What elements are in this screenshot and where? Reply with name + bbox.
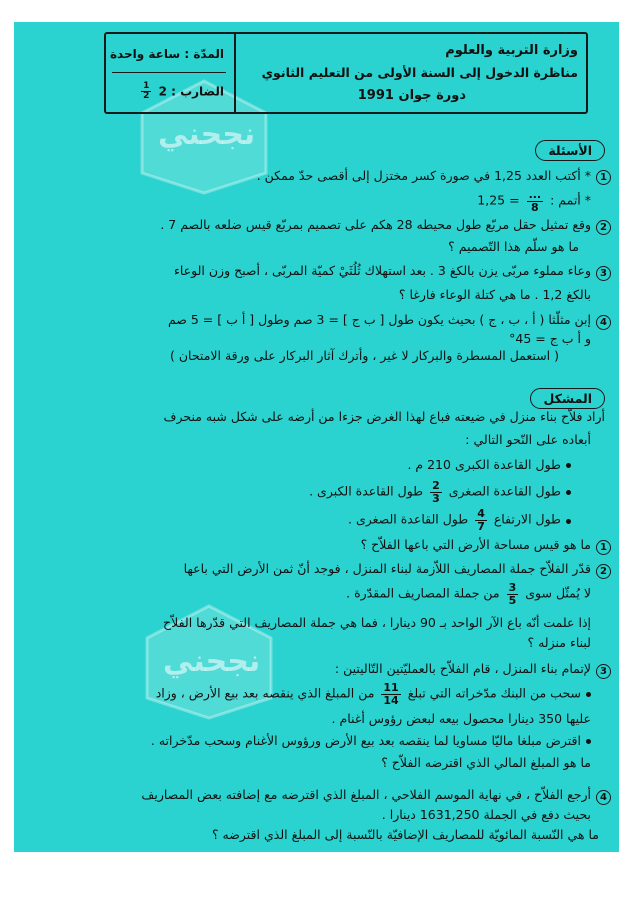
q2-line2: ما هو سلّم هذا التّصميم ؟ [448,239,579,254]
dim3-pre: طول الارتفاع [493,511,561,527]
p1-number: 1 [596,540,611,555]
watermark-text-top: نجحني [158,117,256,152]
p3-line5: ما هو المبلغ المالي الذي اقترضه الفلاّح ؟ [381,755,591,770]
coef-frac-num: 1 [143,81,150,91]
q1-number: 1 [596,170,611,185]
p1-text: ما هو قيس مساحة الأرض التي باعها الفلاّح ؟ [360,537,591,552]
dim2-post: طول القاعدة الكبرى . [309,483,424,499]
problem-intro1: أراد فلاّح بناء منزل في ضيعته فباع لهذا الغرض جزءا من أرضه على شكل شبه منحرف [163,409,605,424]
coefficient-label [138,82,224,102]
q4-line1: إبن مثلّثا ( أ ، ب ، ج ) بحيث يكون طول [ ب ج ] = 3 صم وطول [ أ ب ] = 5 صم [167,312,591,327]
p3-line2 [156,682,581,706]
p3-line2-post: من المبلغ الذي ينقصه بعد بيع الأرض ، وزاد [155,685,375,701]
dim3-fraction [475,508,487,532]
q1-frac-den: 8 [531,200,539,214]
q3-line1: وعاء مملوء مربّى يزن بالكغ 3 . بعد استهلاك ثُلُثَيْ كميّة المربّى ، أصبح وزن الوعاء [174,263,591,278]
problem-intro2: أبعاده على النّحو التالي : [465,432,591,447]
q4-number: 4 [596,315,611,330]
exam-sheet [14,22,619,852]
duration-label: المدّة : ساعة واحدة [109,47,224,61]
q1-line2 [477,189,591,213]
ministry-name: وزارة التربية والعلوم [445,43,578,58]
p3-line3: عليها 350 دينارا محصول بيعه لبعض رؤوس أغنام . [331,711,591,726]
p2-line1: قدّر الفلاّح جملة المصاريف اللاّزمة لبناء المنزل ، فوجد أنّ ثمن الأرض التي باعها [183,561,591,576]
p4-line1: أرجع الفلاّح ، في نهاية الموسم الفلاحي ، المبلغ الذي اقترضه مع إضافته بعض المصاريف [141,787,591,802]
q2-number: 2 [596,220,611,235]
dim2-den: 3 [432,491,440,505]
p2-line2 [346,582,591,606]
dim1-bullet [566,463,571,468]
exam-header [104,32,588,114]
problem-title: المشكل [530,388,605,409]
dim2-fraction [430,480,442,504]
contest-name: مناظرة الدخول إلى السنة الأولى من التعليم الثانوي [261,65,578,80]
q1-frac-num: ... [528,188,542,201]
coef-frac-den: 2 [143,91,150,102]
q3-number: 3 [596,266,611,281]
watermark-text-bottom: نجحني [163,644,261,679]
p3-bullet2 [586,739,591,744]
p4-line2: بحيث دفع في الجملة 1631,250 دينارا . [381,807,591,822]
coefficient-fraction [141,82,151,102]
p3-bullet1 [586,692,591,697]
p3-num: 11 [383,681,399,694]
p3-line2-pre: سحب من البنك مدّخراته التي تبلغ [407,685,581,701]
p2-line2-pre: لا يُمثّل سوى [525,585,591,601]
p3-line4: اقترض مبلغا ماليّا مساويا لما ينقصه بعد بيع الأرض ورؤوس الأغنام وسحب مدّخراته . [150,733,581,748]
dim3-den: 7 [477,519,485,533]
dim2-bullet [566,490,571,495]
q1-line2-eq: = 1,25 [477,192,520,208]
p2-line4: لبناء منزله ؟ [527,635,591,650]
dim3-bullet [566,519,571,524]
p2-number: 2 [596,564,611,579]
q4-line3: ( استعمل المسطرة والبركار لا غير ، وأترك آثار البركار على ورقة الامتحان ) [170,348,559,363]
questions-title: الأسئلة [535,140,605,161]
p3-number: 3 [596,664,611,679]
q1-line1: * أكتب العدد 1,25 في صورة كسر مختزل إلى أقصى حدّ ممكن . [256,168,591,183]
coefficient-text: الضارب : 2 [158,84,224,99]
q1-line2-prefix: * أتمم : [550,192,591,208]
dim2-num: 2 [432,479,440,492]
dim3-num: 4 [477,507,485,520]
dim3-post: طول القاعدة الصغرى . [348,511,469,527]
p2-line3: إذا علمت أنّه باع الآر الواحد بـ 90 دينارا ، فما هي جملة المصاريف التي قدّرها الفلاّح [163,615,591,630]
p3-den: 14 [383,693,399,707]
p2-num: 3 [508,581,517,594]
p4-line3: ما هي النّسبة المائويّة للمصاريف الإضافيّة بالنّسبة إلى المبلغ الذي اقترضه ؟ [211,827,599,842]
p2-line2-post: من جملة المصاريف المقدّرة . [346,585,500,601]
dim2 [309,480,561,504]
p2-fraction [507,582,519,606]
dim3 [348,508,561,532]
q2-line1: وقع تمثيل حقل مربّع طول محيطه 28 هكم على تصميم بمربّع قيس ضلعه بالصم 7 . [160,217,591,232]
p2-den: 5 [508,593,517,607]
p3-fraction [381,682,400,706]
q4-line2: و أ ب ج = 45° [509,331,591,346]
header-divider [234,34,236,112]
session-name: دورة جوان 1991 [357,88,466,103]
dim1: طول القاعدة الكبرى 210 م . [407,457,561,472]
p4-number: 4 [596,790,611,805]
p3-line1: لإتمام بناء المنزل ، قام الفلاّح بالعمليّتين التّاليتين : [334,661,591,676]
q1-fraction [527,189,544,213]
dim2-pre: طول القاعدة الصغرى [448,483,561,499]
q3-line2: بالكغ 1,2 . ما هي كتلة الوعاء فارغا ؟ [398,287,591,302]
header-left-line [112,72,226,73]
